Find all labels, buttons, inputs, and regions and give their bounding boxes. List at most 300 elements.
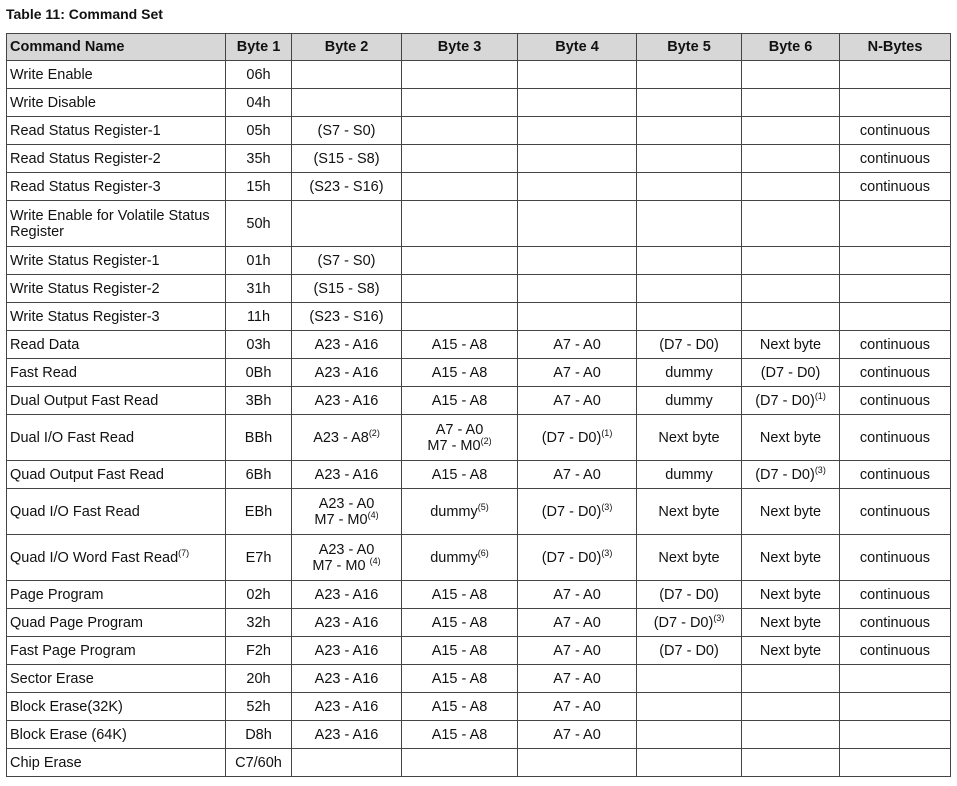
command-name-cell [7, 749, 226, 777]
cell-text: A7 - A0 [553, 466, 601, 483]
byte5-cell [637, 61, 742, 89]
table-row [7, 61, 951, 89]
cell-text-line2: M7 - M0$^{(2)}$ [427, 435, 492, 454]
command-name-cell [7, 201, 226, 247]
byte5-cell [637, 665, 742, 693]
col-header: Command Name [7, 34, 226, 61]
cell-text: Quad Page Program [10, 614, 143, 631]
cell-text: Read Data [10, 336, 80, 353]
cell-text: Fast Read [10, 364, 77, 381]
footnote-ref: (4) [367, 509, 379, 520]
cell-text: 01h [246, 252, 271, 269]
cell-text: dummy [665, 392, 713, 409]
nbytes-cell [840, 535, 951, 581]
cell-text: (S23 - S16) [309, 308, 384, 325]
byte2-cell [292, 331, 402, 359]
nbytes-cell [840, 61, 951, 89]
byte1-cell [226, 331, 292, 359]
cell-text: A23 - A16 [314, 642, 379, 659]
byte4-cell [518, 461, 637, 489]
byte2-cell [292, 201, 402, 247]
byte4-cell [518, 275, 637, 303]
cell-text-line2: M7 - M0 $^{(4)}$ [312, 555, 381, 574]
table-row [7, 693, 951, 721]
nbytes-cell [840, 461, 951, 489]
byte2-cell [292, 387, 402, 415]
cell-text: Next byte [759, 586, 822, 603]
byte3-cell [402, 461, 518, 489]
cell-text: Next byte [759, 429, 822, 446]
byte4-cell [518, 489, 637, 535]
byte4-cell [518, 387, 637, 415]
table-row [7, 359, 951, 387]
nbytes-cell [840, 387, 951, 415]
table-row [7, 331, 951, 359]
byte3-cell [402, 331, 518, 359]
cell-text: Write Status Register-1 [10, 252, 160, 269]
footnote-ref: (1) [814, 390, 826, 401]
byte3-cell [402, 535, 518, 581]
command-name-cell [7, 415, 226, 461]
cell-text: dummy [430, 549, 478, 566]
footnote-ref: (2) [368, 427, 380, 438]
byte5-cell [637, 461, 742, 489]
table-row [7, 581, 951, 609]
table-body [7, 61, 951, 777]
cell-text: 03h [246, 336, 271, 353]
table-row [7, 117, 951, 145]
cell-text: A7 - A0 [553, 698, 601, 715]
byte3-cell [402, 637, 518, 665]
command-name-cell [7, 581, 226, 609]
footnote-ref: (7) [178, 547, 190, 558]
byte2-cell [292, 461, 402, 489]
byte2-cell [292, 693, 402, 721]
cell-text: dummy [430, 503, 478, 520]
cell-text: Write Enable for Volatile Status Register [10, 207, 210, 240]
byte6-cell [742, 201, 840, 247]
byte4-cell [518, 749, 637, 777]
byte1-cell [226, 89, 292, 117]
byte3-cell [402, 89, 518, 117]
cell-text: continuous [859, 364, 931, 381]
byte2-cell [292, 247, 402, 275]
command-name-cell [7, 275, 226, 303]
byte6-cell [742, 303, 840, 331]
cell-text: A23 - A16 [314, 392, 379, 409]
byte2-cell [292, 117, 402, 145]
cell-text: Next byte [658, 503, 720, 520]
cell-text: Read Status Register-3 [10, 178, 161, 195]
byte4-cell [518, 721, 637, 749]
cell-text: A15 - A8 [431, 614, 488, 631]
cell-text: (D7 - D0) [760, 364, 821, 381]
cell-text: Write Status Register-2 [10, 280, 160, 297]
cell-text: A15 - A8 [431, 586, 488, 603]
nbytes-cell [840, 173, 951, 201]
byte6-cell [742, 145, 840, 173]
command-name-cell [7, 173, 226, 201]
cell-text: continuous [859, 392, 931, 409]
cell-text: Page Program [10, 586, 104, 603]
byte1-cell [226, 303, 292, 331]
byte3-cell [402, 247, 518, 275]
cell-text: Next byte [759, 642, 822, 659]
cell-text: A7 - A0 [553, 670, 601, 687]
byte4-cell [518, 201, 637, 247]
footnote-ref: (3) [601, 547, 613, 558]
nbytes-cell [840, 609, 951, 637]
cell-text: A7 - A0 [553, 642, 601, 659]
byte1-cell [226, 387, 292, 415]
col-header: Byte 1 [226, 34, 292, 61]
byte3-cell [402, 117, 518, 145]
cell-text: A15 - A8 [431, 392, 488, 409]
byte6-cell [742, 665, 840, 693]
byte6-cell [742, 331, 840, 359]
byte4-cell [518, 117, 637, 145]
cell-text: A23 - A16 [314, 364, 379, 381]
cell-text: (D7 - D0) [541, 549, 602, 566]
cell-text: (S15 - S8) [313, 280, 380, 297]
cell-text: Quad Output Fast Read [10, 466, 164, 483]
byte5-cell [637, 331, 742, 359]
table-row [7, 201, 951, 247]
table-row [7, 665, 951, 693]
byte3-cell [402, 201, 518, 247]
command-name-cell [7, 303, 226, 331]
table-row [7, 609, 951, 637]
footnote-ref: (5) [477, 501, 489, 512]
byte3-cell [402, 387, 518, 415]
byte2-cell [292, 275, 402, 303]
cell-text: A23 - A16 [314, 698, 379, 715]
cell-text: (D7 - D0) [755, 466, 815, 483]
cell-text: A7 - A0 [553, 614, 601, 631]
byte2-cell [292, 61, 402, 89]
command-name-cell [7, 721, 226, 749]
cell-text: A7 - A0 [435, 421, 484, 438]
table-row [7, 387, 951, 415]
header-row [7, 34, 951, 61]
cell-text: Dual I/O Fast Read [10, 429, 135, 446]
cell-text: Quad I/O Word Fast Read [10, 549, 179, 566]
byte4-cell [518, 61, 637, 89]
cell-text: continuous [859, 614, 931, 631]
cell-text: dummy [665, 466, 713, 483]
byte3-cell [402, 489, 518, 535]
byte1-cell [226, 173, 292, 201]
table-row [7, 173, 951, 201]
cell-text: E7h [245, 549, 272, 566]
cell-text: 02h [246, 586, 271, 603]
col-header: Byte 3 [402, 34, 518, 61]
cell-text: Next byte [658, 549, 720, 566]
table-row [7, 489, 951, 535]
col-header: Byte 2 [292, 34, 402, 61]
byte5-cell [637, 721, 742, 749]
footnote-ref: (2) [480, 435, 492, 446]
cell-text: Read Status Register-2 [10, 150, 161, 167]
byte4-cell [518, 535, 637, 581]
nbytes-cell [840, 117, 951, 145]
byte1-cell [226, 415, 292, 461]
cell-text: A15 - A8 [431, 466, 488, 483]
byte2-cell [292, 609, 402, 637]
byte5-cell [637, 117, 742, 145]
command-name-cell [7, 609, 226, 637]
cell-text: A7 - A0 [553, 392, 601, 409]
footnote-ref: (6) [477, 547, 489, 558]
cell-text: Write Disable [10, 94, 96, 111]
byte6-cell [742, 61, 840, 89]
byte3-cell [402, 61, 518, 89]
cell-text: (S15 - S8) [313, 150, 380, 167]
byte1-cell [226, 665, 292, 693]
cell-text: Block Erase(32K) [10, 698, 123, 715]
command-name-cell [7, 61, 226, 89]
nbytes-cell [840, 89, 951, 117]
byte4-cell [518, 303, 637, 331]
cell-text: Sector Erase [10, 670, 94, 687]
byte1-cell [226, 489, 292, 535]
table-row [7, 247, 951, 275]
cell-text: continuous [859, 466, 931, 483]
byte1-cell [226, 749, 292, 777]
cell-text: continuous [859, 150, 931, 167]
footnote-ref: (4) [369, 555, 381, 566]
cell-text: Read Status Register-1 [10, 122, 161, 139]
cell-text: Next byte [658, 429, 720, 446]
cell-text: EBh [244, 503, 273, 520]
cell-text: A15 - A8 [431, 364, 488, 381]
cell-text: A23 - A16 [314, 614, 379, 631]
cell-text: A15 - A8 [431, 642, 488, 659]
cell-text: (D7 - D0) [541, 503, 602, 520]
cell-text: continuous [859, 642, 931, 659]
byte5-cell [637, 637, 742, 665]
cell-text: continuous [859, 429, 931, 446]
cell-text: (D7 - D0) [755, 392, 815, 409]
col-header: Byte 4 [518, 34, 637, 61]
byte6-cell [742, 359, 840, 387]
command-name-cell [7, 637, 226, 665]
byte4-cell [518, 415, 637, 461]
byte1-cell [226, 145, 292, 173]
cell-text: A15 - A8 [431, 698, 488, 715]
cell-text: A15 - A8 [431, 670, 488, 687]
byte4-cell [518, 359, 637, 387]
byte1-cell [226, 609, 292, 637]
cell-text: (D7 - D0) [653, 614, 714, 631]
byte4-cell [518, 665, 637, 693]
byte1-cell [226, 581, 292, 609]
cell-text: F2h [246, 642, 271, 659]
nbytes-cell [840, 275, 951, 303]
byte3-cell [402, 749, 518, 777]
command-name-cell [7, 387, 226, 415]
byte2-cell [292, 303, 402, 331]
nbytes-cell [840, 201, 951, 247]
byte4-cell [518, 581, 637, 609]
cell-text: A23 - A8 [313, 429, 369, 446]
cell-text: continuous [859, 549, 931, 566]
table-row [7, 749, 951, 777]
cell-text: (D7 - D0) [541, 429, 602, 446]
nbytes-cell [840, 637, 951, 665]
byte5-cell [637, 303, 742, 331]
table-row [7, 535, 951, 581]
byte5-cell [637, 173, 742, 201]
cell-text: Fast Page Program [10, 642, 136, 659]
footnote-ref: (1) [601, 427, 613, 438]
cell-text: Chip Erase [10, 754, 82, 771]
byte5-cell [637, 275, 742, 303]
cell-text: continuous [859, 122, 931, 139]
byte5-cell [637, 693, 742, 721]
byte4-cell [518, 89, 637, 117]
byte5-cell [637, 201, 742, 247]
nbytes-cell [840, 665, 951, 693]
cell-text: C7/60h [235, 754, 282, 771]
byte3-cell [402, 665, 518, 693]
cell-text: (D7 - D0) [659, 336, 719, 353]
byte5-cell [637, 145, 742, 173]
cell-text: A23 - A16 [314, 586, 379, 603]
cell-text: Next byte [759, 503, 822, 520]
byte3-cell [402, 415, 518, 461]
command-name-cell [7, 535, 226, 581]
byte6-cell [742, 749, 840, 777]
nbytes-cell [840, 489, 951, 535]
cell-text: A7 - A0 [553, 726, 601, 743]
cell-text: Next byte [759, 336, 822, 353]
byte2-cell [292, 145, 402, 173]
nbytes-cell [840, 145, 951, 173]
command-name-cell [7, 145, 226, 173]
byte6-cell [742, 535, 840, 581]
cell-text: Block Erase (64K) [10, 726, 127, 743]
cell-text: 04h [246, 94, 271, 111]
byte5-cell [637, 387, 742, 415]
byte2-cell [292, 489, 402, 535]
cell-text: A23 - A16 [314, 726, 379, 743]
cell-text: A7 - A0 [553, 586, 601, 603]
col-header: Byte 5 [637, 34, 742, 61]
byte4-cell [518, 637, 637, 665]
cell-text: A23 - A16 [314, 670, 379, 687]
byte6-cell [742, 173, 840, 201]
byte5-cell [637, 89, 742, 117]
cell-text: 05h [246, 122, 271, 139]
cell-text: (S23 - S16) [309, 178, 384, 195]
byte5-cell [637, 415, 742, 461]
cell-text: A7 - A0 [553, 364, 601, 381]
byte1-cell [226, 201, 292, 247]
byte6-cell [742, 275, 840, 303]
cell-text: 20h [246, 670, 271, 687]
byte3-cell [402, 303, 518, 331]
col-header: N-Bytes [840, 34, 951, 61]
byte1-cell [226, 359, 292, 387]
byte3-cell [402, 609, 518, 637]
cell-text: (S7 - S0) [317, 252, 376, 269]
byte3-cell [402, 359, 518, 387]
byte6-cell [742, 581, 840, 609]
cell-text: 0Bh [245, 364, 272, 381]
byte3-cell [402, 275, 518, 303]
command-name-cell [7, 693, 226, 721]
byte4-cell [518, 145, 637, 173]
table-row [7, 721, 951, 749]
cell-text: A23 - A0 [318, 541, 375, 558]
cell-text: 52h [246, 698, 271, 715]
byte2-cell [292, 173, 402, 201]
byte6-cell [742, 387, 840, 415]
cell-text: A15 - A8 [431, 336, 488, 353]
byte3-cell [402, 693, 518, 721]
cell-text: continuous [859, 178, 931, 195]
byte4-cell [518, 247, 637, 275]
byte5-cell [637, 489, 742, 535]
command-name-cell [7, 665, 226, 693]
cell-text: Quad I/O Fast Read [10, 503, 140, 520]
nbytes-cell [840, 721, 951, 749]
nbytes-cell [840, 749, 951, 777]
byte3-cell [402, 721, 518, 749]
nbytes-cell [840, 247, 951, 275]
command-name-cell [7, 247, 226, 275]
byte6-cell [742, 693, 840, 721]
cell-text: (D7 - D0) [659, 642, 719, 659]
footnote-ref: (3) [601, 501, 613, 512]
byte1-cell [226, 461, 292, 489]
cell-text: 15h [246, 178, 271, 195]
byte1-cell [226, 637, 292, 665]
command-name-cell [7, 489, 226, 535]
byte5-cell [637, 359, 742, 387]
byte3-cell [402, 145, 518, 173]
cell-text: Next byte [759, 614, 822, 631]
command-name-cell [7, 117, 226, 145]
footnote-ref: (3) [713, 612, 725, 623]
footnote-ref: (3) [814, 464, 826, 475]
col-header: Byte 6 [742, 34, 840, 61]
cell-text: (D7 - D0) [659, 586, 719, 603]
byte5-cell [637, 247, 742, 275]
cell-text: 35h [246, 150, 271, 167]
byte5-cell [637, 609, 742, 637]
table-row [7, 145, 951, 173]
command-name-cell [7, 331, 226, 359]
command-name-cell [7, 461, 226, 489]
nbytes-cell [840, 415, 951, 461]
byte6-cell [742, 637, 840, 665]
cell-text: (S7 - S0) [317, 122, 376, 139]
byte6-cell [742, 489, 840, 535]
byte1-cell [226, 117, 292, 145]
command-set-table [6, 33, 951, 777]
cell-text: 3Bh [245, 392, 272, 409]
cell-text: Write Enable [10, 66, 93, 83]
table-row [7, 637, 951, 665]
byte6-cell [742, 415, 840, 461]
byte2-cell [292, 89, 402, 117]
byte2-cell [292, 415, 402, 461]
byte1-cell [226, 535, 292, 581]
byte6-cell [742, 247, 840, 275]
cell-text: Next byte [759, 549, 822, 566]
